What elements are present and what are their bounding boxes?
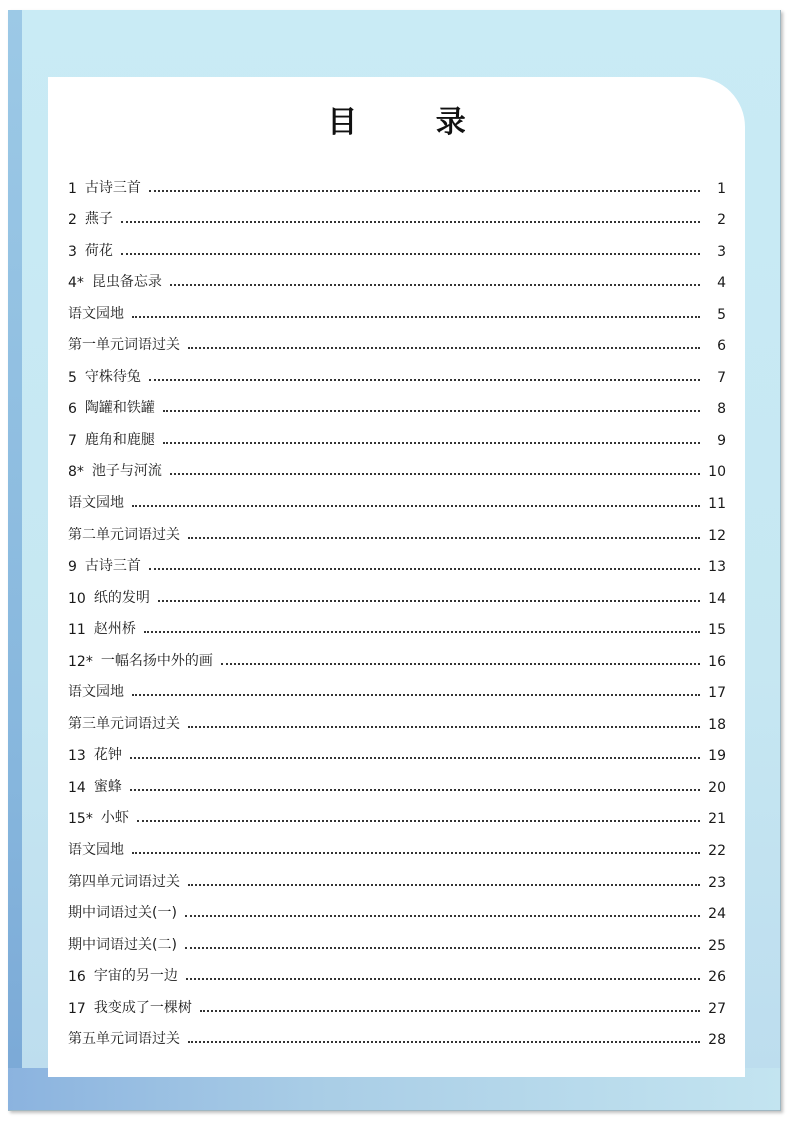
toc-entry-title: 荷花 [84, 242, 113, 259]
toc-dot-leader [188, 883, 700, 886]
toc-entry-number: 16 [68, 969, 86, 986]
toc-dot-leader [149, 378, 700, 381]
toc-entry[interactable] [68, 354, 726, 386]
toc-entry[interactable] [68, 922, 726, 954]
toc-dot-leader [188, 536, 700, 539]
toc-dot-leader [121, 252, 700, 255]
toc-entry-page: 26 [708, 969, 726, 986]
toc-entry-page: 20 [708, 779, 726, 796]
toc-entry[interactable] [68, 1017, 726, 1049]
toc-dot-leader [149, 189, 700, 192]
toc-dot-leader [185, 914, 700, 917]
toc-entry-number: 17 [68, 1000, 86, 1017]
toc-dot-leader [137, 819, 700, 822]
toc-dot-leader [186, 977, 700, 980]
toc-entry-number: 14 [68, 779, 86, 796]
toc-entry-title: 昆虫备忘录 [91, 274, 162, 291]
toc-entry-title: 花钟 [93, 747, 122, 764]
toc-entry-page: 11 [708, 496, 726, 513]
toc-entry-title: 宇宙的另一边 [93, 968, 178, 985]
toc-card [48, 77, 745, 1077]
toc-entry-page: 12 [708, 527, 726, 544]
toc-entry[interactable] [68, 386, 726, 418]
toc-entry-page: 8 [717, 401, 726, 418]
toc-entry-title: 第五单元词语过关 [68, 1031, 180, 1048]
toc-entry-number: 15* [68, 811, 93, 828]
toc-entry[interactable] [68, 954, 726, 986]
toc-entry-title: 第四单元词语过关 [68, 873, 180, 890]
toc-entry-title: 鹿角和鹿腿 [84, 431, 155, 448]
toc-entry-title: 第三单元词语过关 [68, 715, 180, 732]
toc-entry-page: 2 [717, 212, 726, 229]
book-page-frame [8, 10, 781, 1111]
toc-dot-leader [132, 315, 700, 318]
toc-dot-leader [188, 725, 700, 728]
toc-entry-page: 5 [717, 306, 726, 323]
toc-dot-leader [130, 788, 700, 791]
toc-entry-number: 5 [68, 369, 77, 386]
toc-entry-title: 蜜蜂 [93, 778, 122, 795]
toc-entry[interactable] [68, 480, 726, 512]
toc-entry-number: 13 [68, 748, 86, 765]
toc-entry[interactable] [68, 607, 726, 639]
toc-entry[interactable] [68, 670, 726, 702]
toc-entry-page: 10 [708, 464, 726, 481]
toc-entry-title: 第二单元词语过关 [68, 526, 180, 543]
toc-entry[interactable] [68, 228, 726, 260]
toc-dot-leader [188, 1040, 700, 1043]
toc-entry[interactable] [68, 165, 726, 197]
toc-entry-title: 池子与河流 [91, 463, 162, 480]
toc-entry-page: 7 [717, 369, 726, 386]
toc-entry-page: 13 [708, 559, 726, 576]
toc-entry-title: 古诗三首 [84, 558, 141, 575]
toc-entry-title: 语文园地 [68, 842, 124, 859]
toc-entry[interactable] [68, 417, 726, 449]
toc-entry-number: 6 [68, 401, 77, 418]
toc-entry-title: 古诗三首 [84, 179, 141, 196]
table-of-contents [68, 165, 726, 1048]
toc-entry-page: 16 [708, 653, 726, 670]
toc-entry-title: 期中词语过关(二) [68, 936, 177, 953]
toc-dot-leader [158, 599, 700, 602]
toc-entry-page: 19 [708, 748, 726, 765]
toc-dot-leader [163, 409, 700, 412]
toc-entry-number: 1 [68, 180, 77, 197]
toc-dot-leader [170, 283, 700, 286]
toc-entry-number: 10 [68, 590, 86, 607]
toc-entry-number: 2 [68, 212, 77, 229]
toc-entry-page: 23 [708, 874, 726, 891]
toc-entry-page: 14 [708, 590, 726, 607]
toc-entry-title: 陶罐和铁罐 [84, 400, 155, 417]
toc-dot-leader [188, 346, 700, 349]
toc-entry[interactable] [68, 512, 726, 544]
toc-dot-leader [170, 472, 700, 475]
toc-entry[interactable] [68, 197, 726, 229]
toc-dot-leader [144, 630, 700, 633]
toc-entry-number: 11 [68, 622, 86, 639]
toc-dot-leader [149, 567, 700, 570]
toc-entry-page: 9 [717, 432, 726, 449]
toc-entry[interactable] [68, 291, 726, 323]
toc-dot-leader [121, 220, 700, 223]
toc-entry-title: 语文园地 [68, 495, 124, 512]
toc-entry-number: 4* [68, 275, 84, 292]
toc-entry-page: 22 [708, 843, 726, 860]
toc-entry-title: 第一单元词语过关 [68, 337, 180, 354]
toc-entry-page: 3 [717, 243, 726, 260]
toc-entry[interactable] [68, 733, 726, 765]
toc-entry-page: 6 [717, 338, 726, 355]
toc-entry-number: 9 [68, 559, 77, 576]
toc-entry-title: 期中词语过关(一) [68, 905, 177, 922]
toc-entry[interactable] [68, 449, 726, 481]
toc-entry-number: 8* [68, 464, 84, 481]
toc-entry[interactable] [68, 764, 726, 796]
toc-entry-page: 24 [708, 906, 726, 923]
toc-dot-leader [221, 662, 700, 665]
toc-entry-title: 我变成了一棵树 [93, 999, 192, 1016]
toc-entry-page: 18 [708, 716, 726, 733]
toc-dot-leader [163, 441, 700, 444]
toc-entry-page: 4 [717, 275, 726, 292]
toc-entry[interactable] [68, 859, 726, 891]
toc-entry-title: 守株待兔 [84, 368, 141, 385]
toc-entry-title: 语文园地 [68, 684, 124, 701]
toc-entry-page: 25 [708, 937, 726, 954]
toc-entry-page: 21 [708, 811, 726, 828]
toc-dot-leader [130, 756, 700, 759]
toc-entry-title: 燕子 [84, 211, 113, 228]
toc-entry-title: 赵州桥 [93, 621, 136, 638]
toc-entry-page: 28 [708, 1032, 726, 1049]
toc-entry-page: 27 [708, 1000, 726, 1017]
toc-dot-leader [132, 693, 700, 696]
toc-entry[interactable] [68, 891, 726, 923]
toc-dot-leader [132, 504, 700, 507]
toc-entry[interactable] [68, 544, 726, 576]
toc-entry-title: 一幅名扬中外的画 [100, 652, 213, 669]
cover-left-strip [8, 10, 22, 1110]
toc-entry[interactable] [68, 796, 726, 828]
page-title: 目 录 [327, 105, 500, 140]
toc-entry-page: 17 [708, 685, 726, 702]
toc-entry[interactable] [68, 575, 726, 607]
toc-entry-title: 纸的发明 [93, 589, 150, 606]
toc-entry[interactable] [68, 638, 726, 670]
toc-entry-title: 小虾 [100, 810, 129, 827]
toc-dot-leader [132, 851, 700, 854]
toc-entry-number: 3 [68, 243, 77, 260]
toc-entry[interactable] [68, 323, 726, 355]
toc-entry-number: 7 [68, 432, 77, 449]
toc-entry-page: 15 [708, 622, 726, 639]
toc-entry[interactable] [68, 985, 726, 1017]
toc-dot-leader [200, 1009, 700, 1012]
toc-entry-number: 12* [68, 653, 93, 670]
toc-entry[interactable] [68, 827, 726, 859]
toc-entry[interactable] [68, 260, 726, 292]
toc-entry-title: 语文园地 [68, 305, 124, 322]
toc-dot-leader [185, 946, 700, 949]
toc-entry[interactable] [68, 701, 726, 733]
toc-entry-page: 1 [717, 180, 726, 197]
